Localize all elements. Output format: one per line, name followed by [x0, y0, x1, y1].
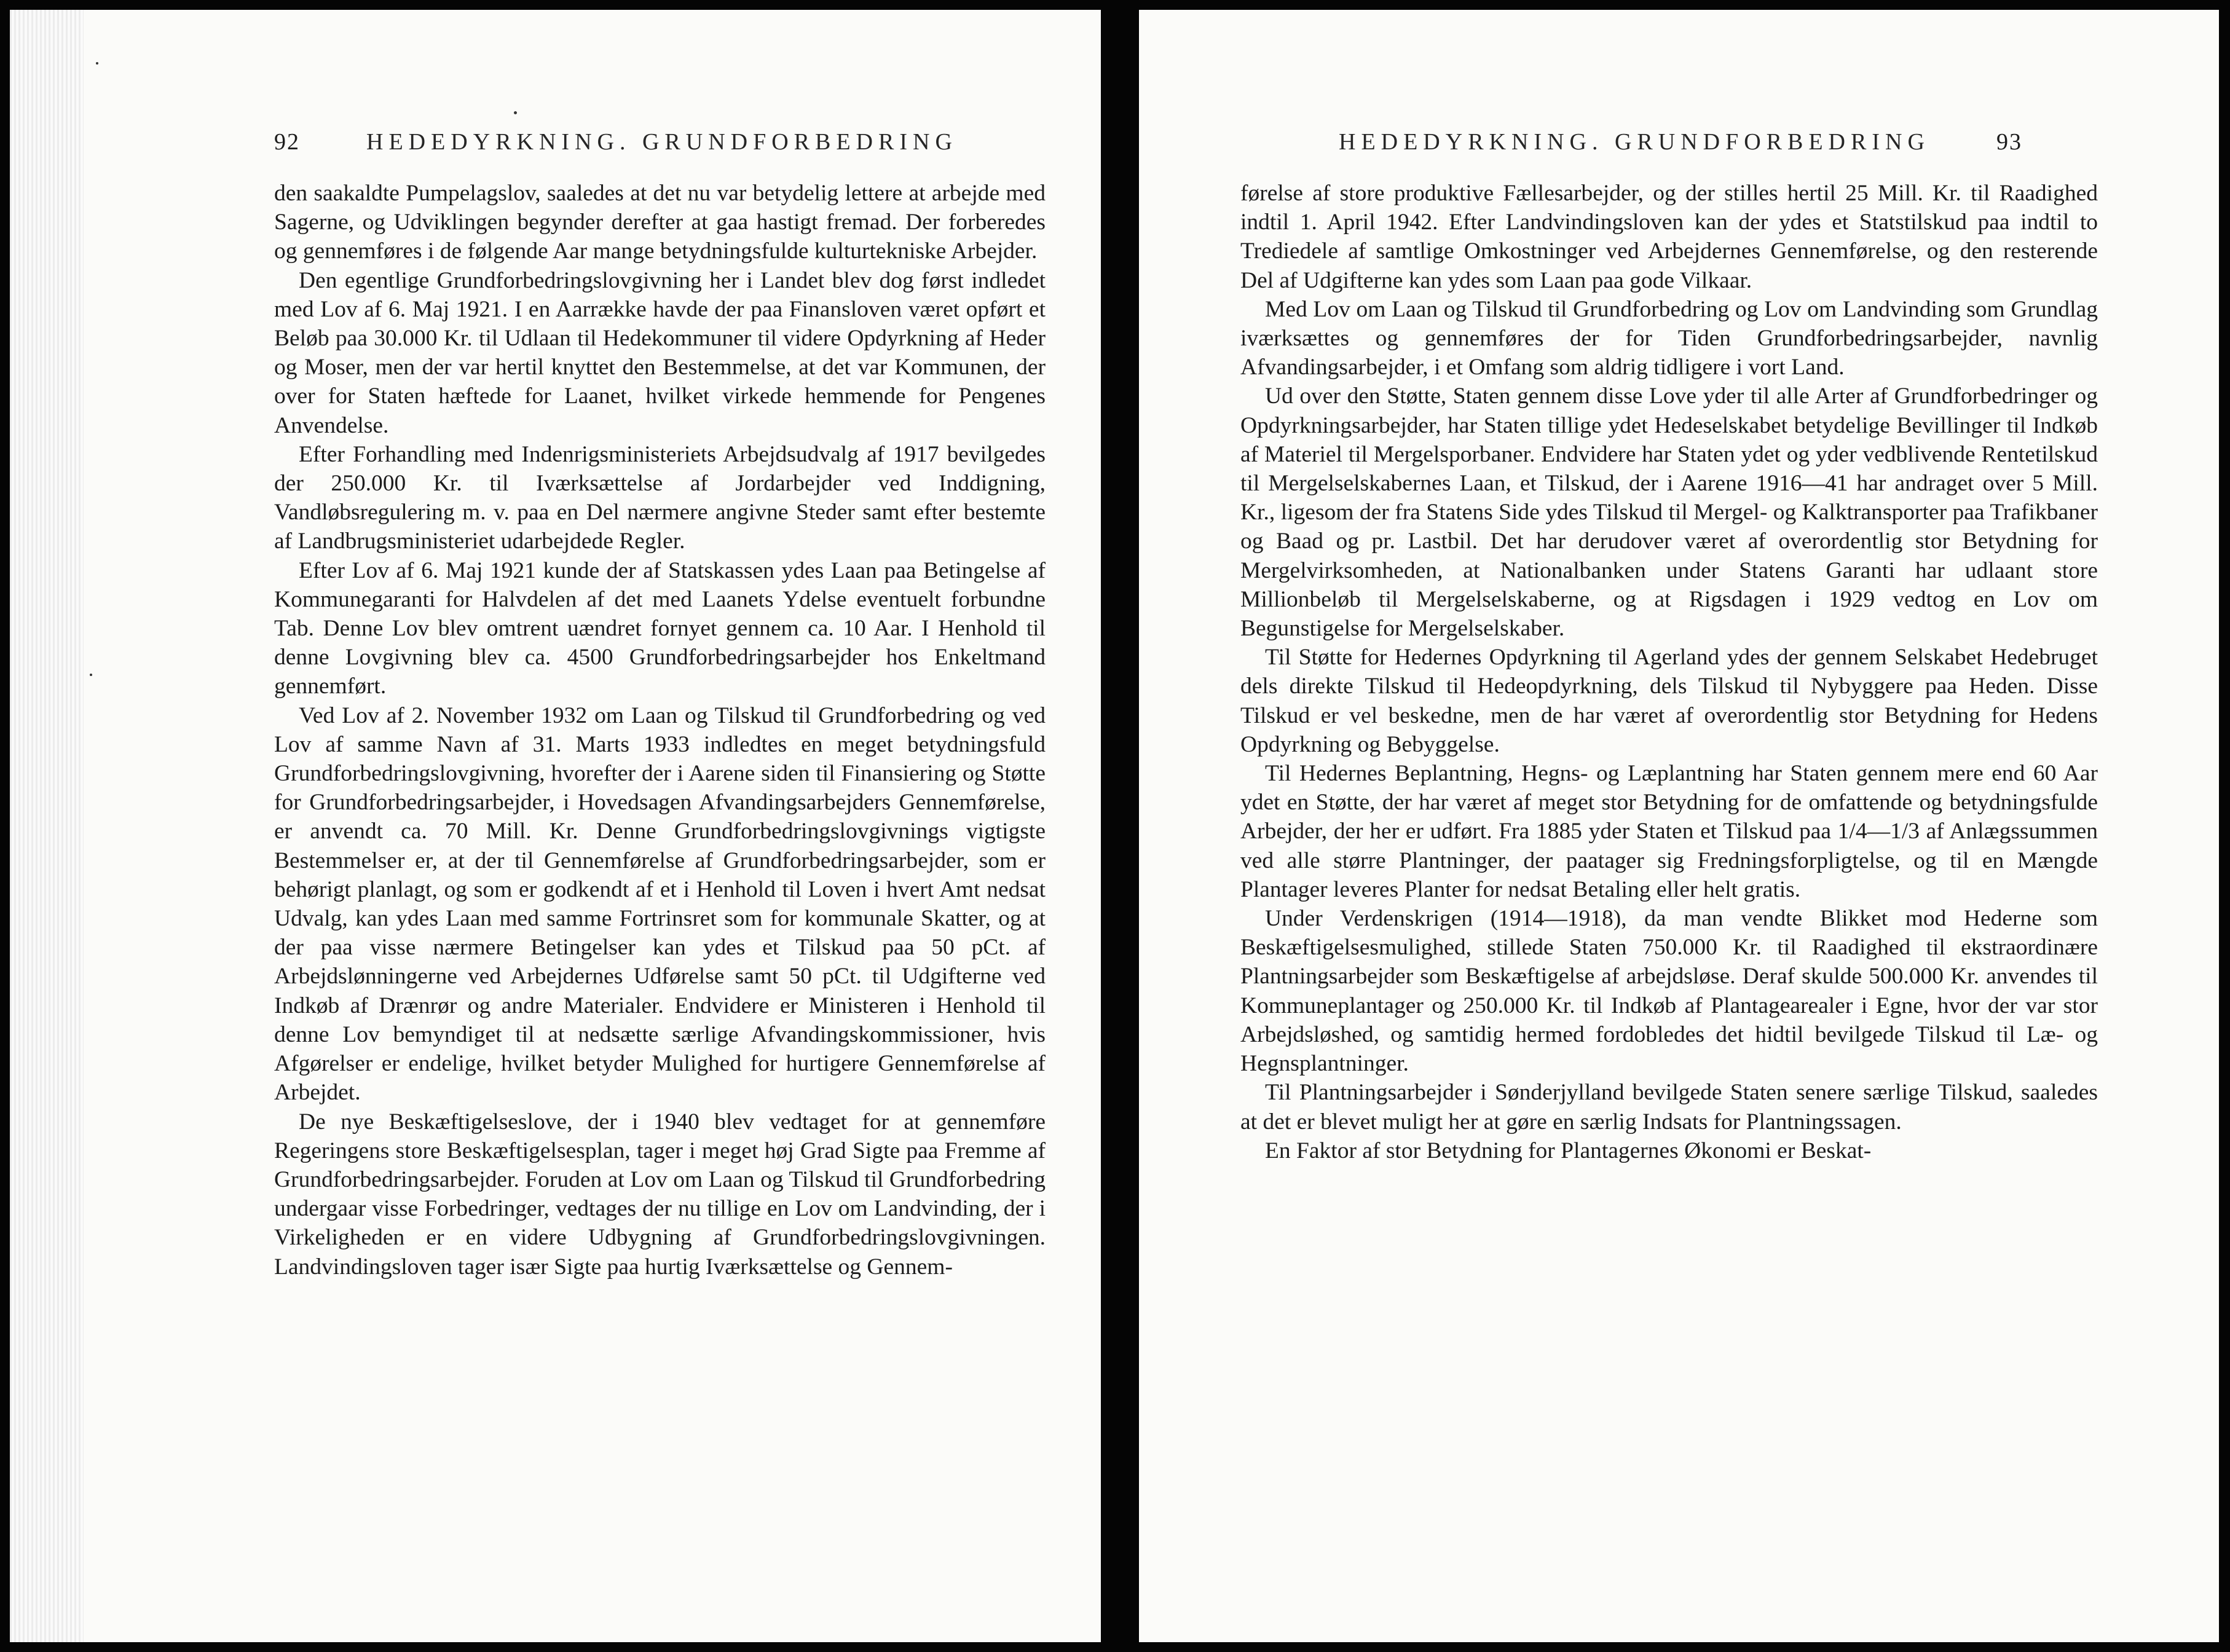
paragraph: Efter Forhandling med Indenrigsministeriets Arbejdsudvalg af 1917 bevilgedes der 250.000 Kr. til Iværksættelse af Jordarbejder ved Inddigning, Vandløbsregulering m. v. paa en Del nærmere angivne Steder samt efter bestemte af Landbrugsministeriet udarbejdede Regler. — [274, 441, 1046, 554]
page-number: 92 — [274, 129, 300, 155]
paragraph: førelse af store produktive Fællesarbejder, og der stilles hertil 25 Mill. Kr. til Raadighed indtil 1. April 1942. Efter Landvindingsloven kan der ydes et Statstilskud paa indtil to Trediedele af samtlige Omkostninger ved Arbejdernes Gennemførelse, og den resterende Del af Udgifterne kan ydes som Laan paa gode Vilkaar. — [1240, 181, 2098, 293]
paragraph: Til Støtte for Hedernes Opdyrkning til Agerland ydes der gennem Selskabet Hedebruget dels direkte Tilskud til Hedeopdyrkning, dels Tilskud til Nybyggere paa Heden. Disse Tilskud er vel beskedne, men de har været af overordentlig stor Betydning for Hedens Opdyrkning og Bebyggelse. — [1240, 645, 2098, 757]
running-title: HEDEDYRKNING. GRUNDFORBEDRING — [366, 129, 958, 155]
dust-speck — [90, 674, 92, 676]
paragraph: Med Lov om Laan og Tilskud til Grundforbedring og Lov om Landvinding som Grundlag iværksættes og gennemføres der for Tiden Grundforbedringsarbejder, navnlig Afvandingsarbejder, i et Omfang som aldrig tidligere i vort Land. — [1240, 296, 2098, 380]
running-title: HEDEDYRKNING. GRUNDFORBEDRING — [1339, 129, 1930, 155]
paragraph: En Faktor af stor Betydning for Plantagernes Økonomi er Beskat- — [1265, 1138, 1872, 1163]
paragraph: Under Verdenskrigen (1914—1918), da man vendte Blikket mod Hederne som Beskæftigelsesmulighed, stillede Staten 750.000 Kr. til Raadighed til ekstraordinære Plantningsarbejder som Beskæftigelse af arbejdsløse. Deraf skulde 500.000 Kr. anvendes til Kommuneplantager og 250.000 Kr. til Indkøb af Plantagearealer i Egne, hvor der var stor Arbejdsløshed, og samtidig hermed fordobledes det hidtil bevilgede Tilskud til Læ- og Hegnsplantninger. — [1240, 906, 2098, 1077]
paragraph: Til Plantningsarbejder i Sønderjylland bevilgede Staten senere særlige Tilskud, saaledes at det er blevet muligt her at gøre en særlig Indsats for Plantningssagen. — [1240, 1080, 2098, 1135]
right-page — [1139, 10, 2219, 1642]
paragraph: Ud over den Støtte, Staten gennem disse Love yder til alle Arter af Grundforbedringer og Opdyrkningsarbejder, har Staten tillige ydet Hedeselskabet betydelige Bevillinger til Indkøb af Materiel til Mergelsporbaner. Endvidere har Staten ydet og yder vedblivende Rentetilskud til Mergelselskabernes Laan, et Tilskud, der i Aarene 1916—41 har andraget over 5 Mill. Kr., ligesom der fra Statens Side ydes Tilskud til Mergel- og Kalktransporter paa Trafikbaner og Baad og pr. Lastbil. Det har derudover været af overordentlig stor Betydning for Mergelvirksomheden, at Nationalbanken under Statens Garanti har udlaant store Millionbeløb til Mergelselskaberne, og at Rigsdagen i 1929 vedtog en Lov om Begunstigelse for Mergelselskaber. — [1240, 384, 2098, 642]
paragraph: De nye Beskæftigelseslove, der i 1940 blev vedtaget for at gennemføre Regeringens store Beskæftigelsesplan, tager i meget høj Grad Sigte paa Fremme af Grundforbedringsarbejder. Foruden at Lov om Laan og Tilskud til Grundforbedring undergaar visse Forbedringer, vedtages der nu tillige en Lov om Landvinding, der i Virkeligheden er en videre Udbygning af Grundforbedringslovgivningen. Landvindingsloven tager især Sigte paa hurtig Iværksættelse og Gennem- — [274, 1109, 1046, 1280]
page-number: 93 — [1996, 129, 2022, 155]
left-page — [10, 10, 1101, 1642]
body-text — [274, 179, 1046, 1281]
paragraph: den saakaldte Pumpelagslov, saaledes at det nu var betydelig lettere at arbejde med Sagerne, og Udviklingen begynder derefter at gaa hastigt fremad. Der forberedes og gennemføres i de følgende Aar mange betydningsfulde kulturtekniske Arbejder. — [274, 181, 1046, 264]
running-header — [274, 120, 1042, 163]
dust-speck — [96, 62, 98, 65]
dust-speck — [514, 111, 517, 114]
page-edge-stack — [10, 10, 84, 1642]
paragraph: Efter Lov af 6. Maj 1921 kunde der af Statskassen ydes Laan paa Betingelse af Kommunegaranti for Halvdelen af det med Laanets Ydelse eventuelt forbundne Tab. Denne Lov blev omtrent uændret fornyet gennem ca. 10 Aar. I Henhold til denne Lovgivning blev ca. 4500 Grundforbedringsarbejder hos Enkeltmand gennemført. — [274, 557, 1046, 699]
paragraph: Ved Lov af 2. November 1932 om Laan og Tilskud til Grundforbedring og ved Lov af samme Navn af 31. Marts 1933 indledtes en meget betydningsfuld Grundforbedringslovgivning, hvorefter der i Aarene siden til Finansiering og Støtte for Grundforbedringsarbejder, i Hovedsagen Afvandingsarbejders Gennemførelse, er anvendt ca. 70 Mill. Kr. Denne Grundforbedringslovgivnings vigtigste Bestemmelser er, at der til Gennemførelse af Grundforbedringsarbejder, som er behørigt planlagt, og som er godkendt af et i Henhold til Loven i hvert Amt nedsat Udvalg, kan ydes Laan med samme Fortrinsret som for kommunale Skatter, og at der paa visse nærmere Betingelser kan ydes et Tilskud paa 50 pCt. af Arbejdslønningerne ved Arbejdernes Udførelse samt 50 pCt. til Udgifterne ved Indkøb af Drænrør og andre Materialer. Endvidere er Ministeren i Henhold til denne Lov bemyndiget til at nedsætte særlige Afvandingskommissioner, hvis Afgørelser er endelige, hvilket betyder Mulighed for hurtigere Gennemførelse af Arbejdet. — [274, 702, 1046, 1106]
paragraph: Den egentlige Grundforbedringslovgivning her i Landet blev dog først indledet med Lov af 6. Maj 1921. I en Aarrække havde der paa Finansloven været opført et Beløb paa 30.000 Kr. til Udlaan til Hedekommuner til videre Opdyrkning af Heder og Moser, men der var hertil knyttet den Bestemmelse, at det var Kommunen, der over for Staten hæftede for Laanet, hvilket virkede hemmende for Pengenes Anvendelse. — [274, 267, 1046, 438]
running-header — [1339, 120, 2107, 163]
body-text — [1240, 179, 2098, 1165]
paragraph: Til Hedernes Beplantning, Hegns- og Læplantning har Staten gennem mere end 60 Aar ydet en Støtte, der har været af meget stor Betydning for de omfattende og betydningsfulde Arbejder, der her er udført. Fra 1885 yder Staten et Tilskud paa 1/4—1/3 af Anlægssummen ved alle større Plantninger, der paatager sig Fredningsforpligtelse, og til en Mængde Plantager leveres Planter for nedsat Betaling eller helt gratis. — [1240, 761, 2098, 902]
